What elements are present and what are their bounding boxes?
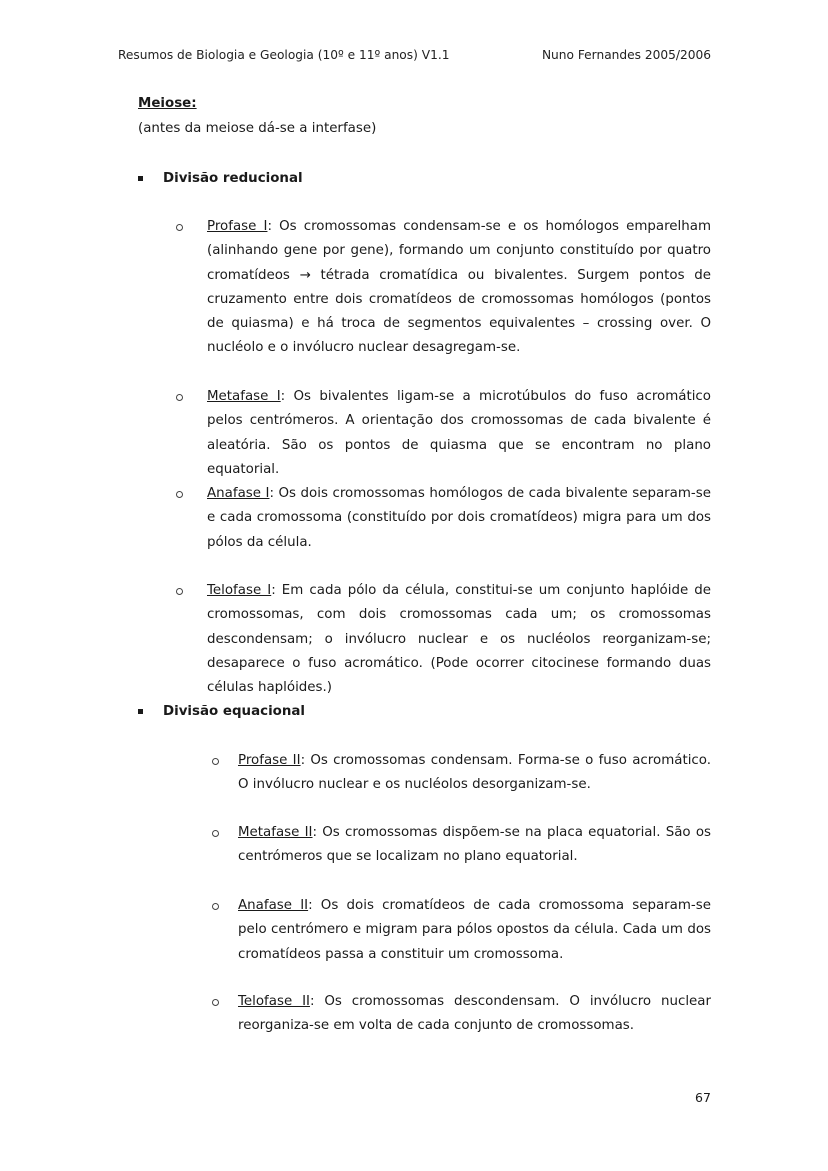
section-heading-equacional — [138, 704, 305, 719]
list-item-telofase-i — [176, 579, 711, 700]
circle-bullet-icon — [212, 758, 219, 765]
item-term: Telofase II — [238, 994, 310, 1009]
list-item-profase-ii — [212, 749, 711, 798]
item-term: Profase II — [238, 753, 301, 768]
list-item-profase-i — [176, 215, 711, 361]
item-text — [238, 894, 711, 967]
item-description: : Os cromossomas condensam. Forma-se o fuso acromático. O invólucro nuclear e os nucléolos desorganizam-se. — [238, 753, 711, 793]
item-text — [207, 215, 711, 361]
item-description: : Os bivalentes ligam-se a microtúbulos do fuso acromático pelos centrómeros. A orientação dos cromossomas de cada bivalente é aleatória. São os pontos de quiasma que se encontram no plano equatorial. — [207, 389, 711, 477]
item-term: Metafase II — [238, 825, 313, 840]
list-item-telofase-ii — [212, 990, 711, 1039]
item-text — [238, 821, 711, 870]
list-item-metafase-i — [176, 385, 711, 482]
page-subtitle: (antes da meiose dá-se a interfase) — [138, 121, 377, 136]
circle-bullet-icon — [212, 830, 219, 837]
item-description: : Em cada pólo da célula, constitui-se um conjunto haplóide de cromossomas, com dois cromossomas cada um; os cromossomas descondensam; o invólucro nuclear e os nucléolos reorganizam-se; desaparece o fuso acromático. (Pode ocorrer citocinese formando duas células haplóides.) — [207, 583, 711, 696]
header-document-title: Resumos de Biologia e Geologia (10º e 11º anos) V1.1 — [118, 48, 450, 62]
item-description: : Os cromossomas condensam-se e os homólogos emparelham (alinhando gene por gene), formando um conjunto constituído por quatro cromatídeos → tétrada cromatídica ou bivalentes. Surgem pontos de cruzamento entre dois cromatídeos de cromossomas homólogos (pontos de quiasma) e há troca de segmentos equivalentes – crossing over. O nucléolo e o invólucro nuclear desagregam-se. — [207, 219, 711, 356]
item-text — [207, 482, 711, 555]
section-heading-label: Divisão reducional — [163, 171, 303, 186]
page-header — [118, 48, 711, 66]
item-description: : Os cromossomas dispõem-se na placa equatorial. São os centrómeros que se localizam no plano equatorial. — [238, 825, 711, 865]
item-term: Anafase II — [238, 898, 309, 913]
item-description: : Os dois cromatídeos de cada cromossoma separam-se pelo centrómero e migram para pólos opostos da célula. Cada um dos cromatídeos passa a constituir um cromossoma. — [238, 898, 711, 962]
item-description: : Os dois cromossomas homólogos de cada bivalente separam-se e cada cromossoma (constituído por dois cromatídeos) migra para um dos pólos da célula. — [207, 486, 711, 550]
item-term: Metafase I — [207, 389, 281, 404]
circle-bullet-icon — [176, 394, 183, 401]
item-description: : Os cromossomas descondensam. O invólucro nuclear reorganiza-se em volta de cada conjunto de cromossomas. — [238, 994, 712, 1034]
circle-bullet-icon — [212, 999, 219, 1006]
item-term: Profase I — [207, 219, 268, 234]
list-item-anafase-ii — [212, 894, 711, 967]
page-number: 67 — [695, 1090, 711, 1105]
square-bullet-icon — [138, 709, 143, 714]
item-text — [207, 579, 711, 700]
circle-bullet-icon — [212, 903, 219, 910]
item-term: Anafase I — [207, 486, 270, 501]
item-text — [238, 749, 711, 798]
item-term: Telofase I — [207, 583, 272, 598]
item-text — [207, 385, 711, 482]
page-title: Meiose: — [138, 96, 197, 111]
section-heading-reducional — [138, 171, 303, 186]
circle-bullet-icon — [176, 491, 183, 498]
circle-bullet-icon — [176, 224, 183, 231]
list-item-anafase-i — [176, 482, 711, 555]
circle-bullet-icon — [176, 588, 183, 595]
section-heading-label: Divisão equacional — [163, 704, 306, 719]
item-text — [238, 990, 711, 1039]
header-author-year: Nuno Fernandes 2005/2006 — [541, 48, 711, 62]
list-item-metafase-ii — [212, 821, 711, 870]
square-bullet-icon — [138, 176, 143, 181]
